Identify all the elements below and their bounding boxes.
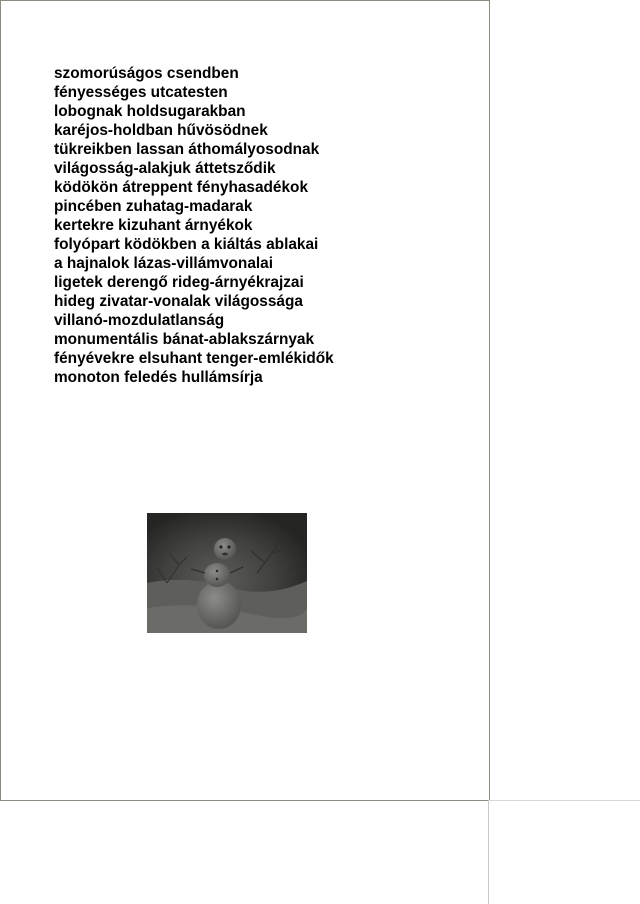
poem-line: folyópart ködökben a kiáltás ablakai — [54, 236, 319, 253]
poem-line: lobognak holdsugarakban — [54, 103, 246, 120]
poem-line: a hajnalok lázas-villámvonalai — [54, 255, 273, 272]
poem-line: pincében zuhatag-madarak — [54, 198, 253, 215]
poem-line: monoton feledés hullámsírja — [54, 369, 263, 386]
poem-text — [54, 64, 334, 387]
page-edge-guide-vertical — [488, 800, 489, 904]
page-edge-guide-horizontal — [489, 800, 640, 801]
poem-line: kertekre kizuhant árnyékok — [54, 217, 253, 234]
poem-line: monumentális bánat-ablakszárnyak — [54, 331, 315, 348]
poem-line: tükreikben lassan áthomályosodnak — [54, 141, 320, 158]
poem-line: szomorúságos csendben — [54, 65, 239, 82]
poem-line: villanó-mozdulatlanság — [54, 312, 225, 329]
poem-line: fényességes utcatesten — [54, 84, 228, 101]
snowman-photo — [147, 513, 307, 633]
poem-line: karéjos-holdban hűvösödnek — [54, 122, 268, 139]
poem-line: ködökön átreppent fényhasadékok — [54, 179, 309, 196]
poem-line: ligetek derengő rideg-árnyékrajzai — [54, 274, 304, 291]
poem-line: világosság-alakjuk áttetsződik — [54, 160, 276, 177]
poem-line: fényévekre elsuhant tenger-emlékidők — [54, 350, 334, 367]
poem-line: hideg zivatar-vonalak világossága — [54, 293, 303, 310]
